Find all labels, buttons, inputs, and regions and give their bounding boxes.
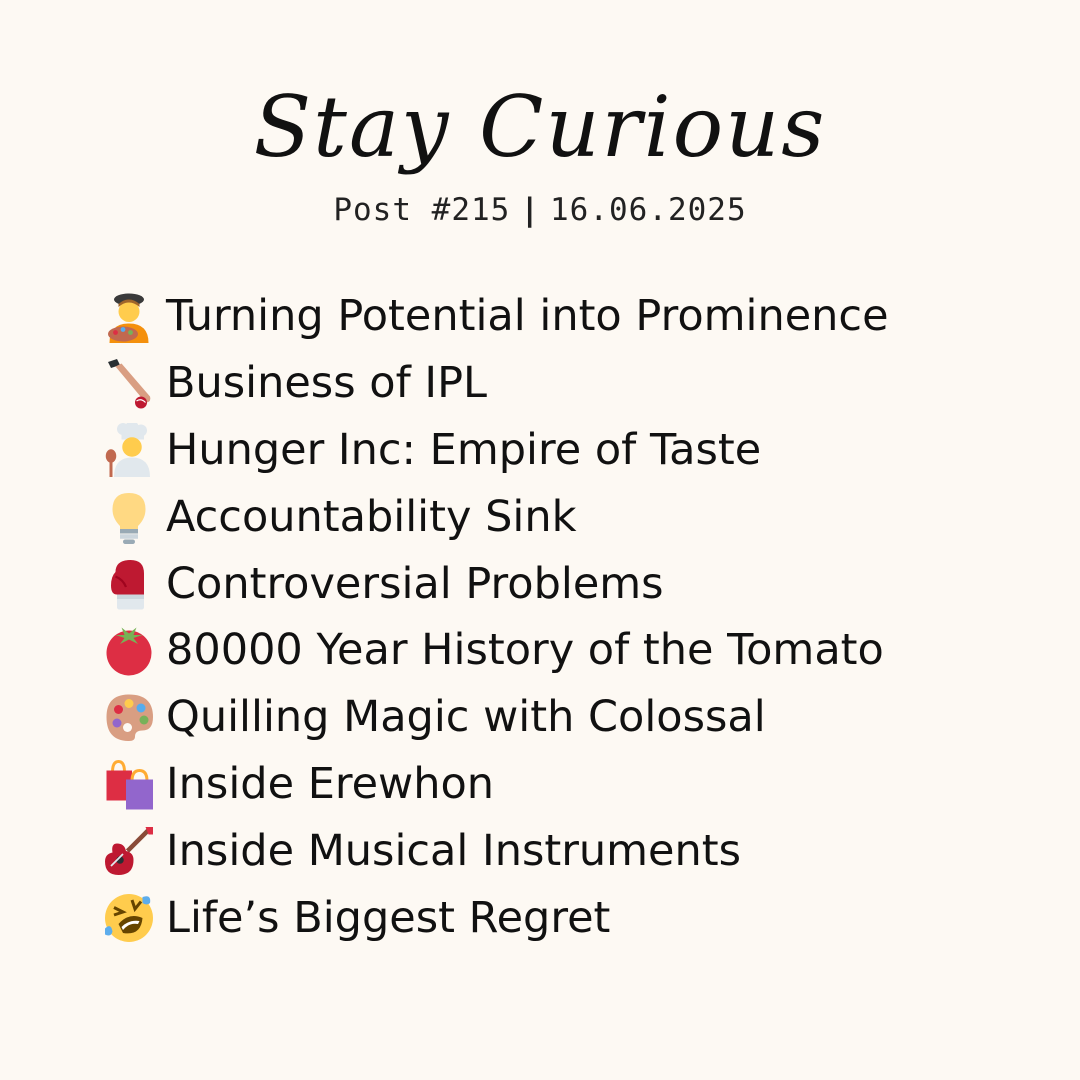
post-date: 16.06.2025 xyxy=(550,192,747,228)
list-item xyxy=(102,417,889,484)
list-item xyxy=(102,751,889,818)
topic-label: Controversial Problems xyxy=(166,558,664,609)
topic-label: 80000 Year History of the Tomato xyxy=(166,625,884,676)
list-item xyxy=(102,283,889,350)
tomato-icon xyxy=(102,623,156,677)
guitar-icon xyxy=(102,824,156,878)
topic-label: Accountability Sink xyxy=(166,491,577,542)
list-item xyxy=(102,550,889,617)
topic-label: Quilling Magic with Colossal xyxy=(166,692,766,743)
artist-icon xyxy=(102,289,156,343)
cricket-icon xyxy=(102,356,156,410)
boxing-glove-icon xyxy=(102,557,156,611)
meta-separator: | xyxy=(520,192,540,228)
topic-list xyxy=(102,283,889,951)
post-meta xyxy=(0,190,1080,230)
list-item xyxy=(102,884,889,951)
list-item xyxy=(102,684,889,751)
topic-label: Business of IPL xyxy=(166,358,487,409)
list-item xyxy=(102,617,889,684)
cook-icon xyxy=(102,423,156,477)
list-item xyxy=(102,483,889,550)
topic-label: Life’s Biggest Regret xyxy=(166,892,611,943)
list-item xyxy=(102,350,889,417)
post-number: Post #215 xyxy=(333,192,511,228)
light-bulb-icon xyxy=(102,490,156,544)
topic-label: Inside Musical Instruments xyxy=(166,825,741,876)
rofl-icon xyxy=(102,891,156,945)
topic-label: Turning Potential into Prominence xyxy=(166,291,889,342)
list-item xyxy=(102,817,889,884)
topic-label: Inside Erewhon xyxy=(166,758,495,809)
palette-icon xyxy=(102,690,156,744)
page-title: Stay Curious xyxy=(253,78,827,176)
shopping-bags-icon xyxy=(102,757,156,811)
topic-label: Hunger Inc: Empire of Taste xyxy=(166,424,762,475)
